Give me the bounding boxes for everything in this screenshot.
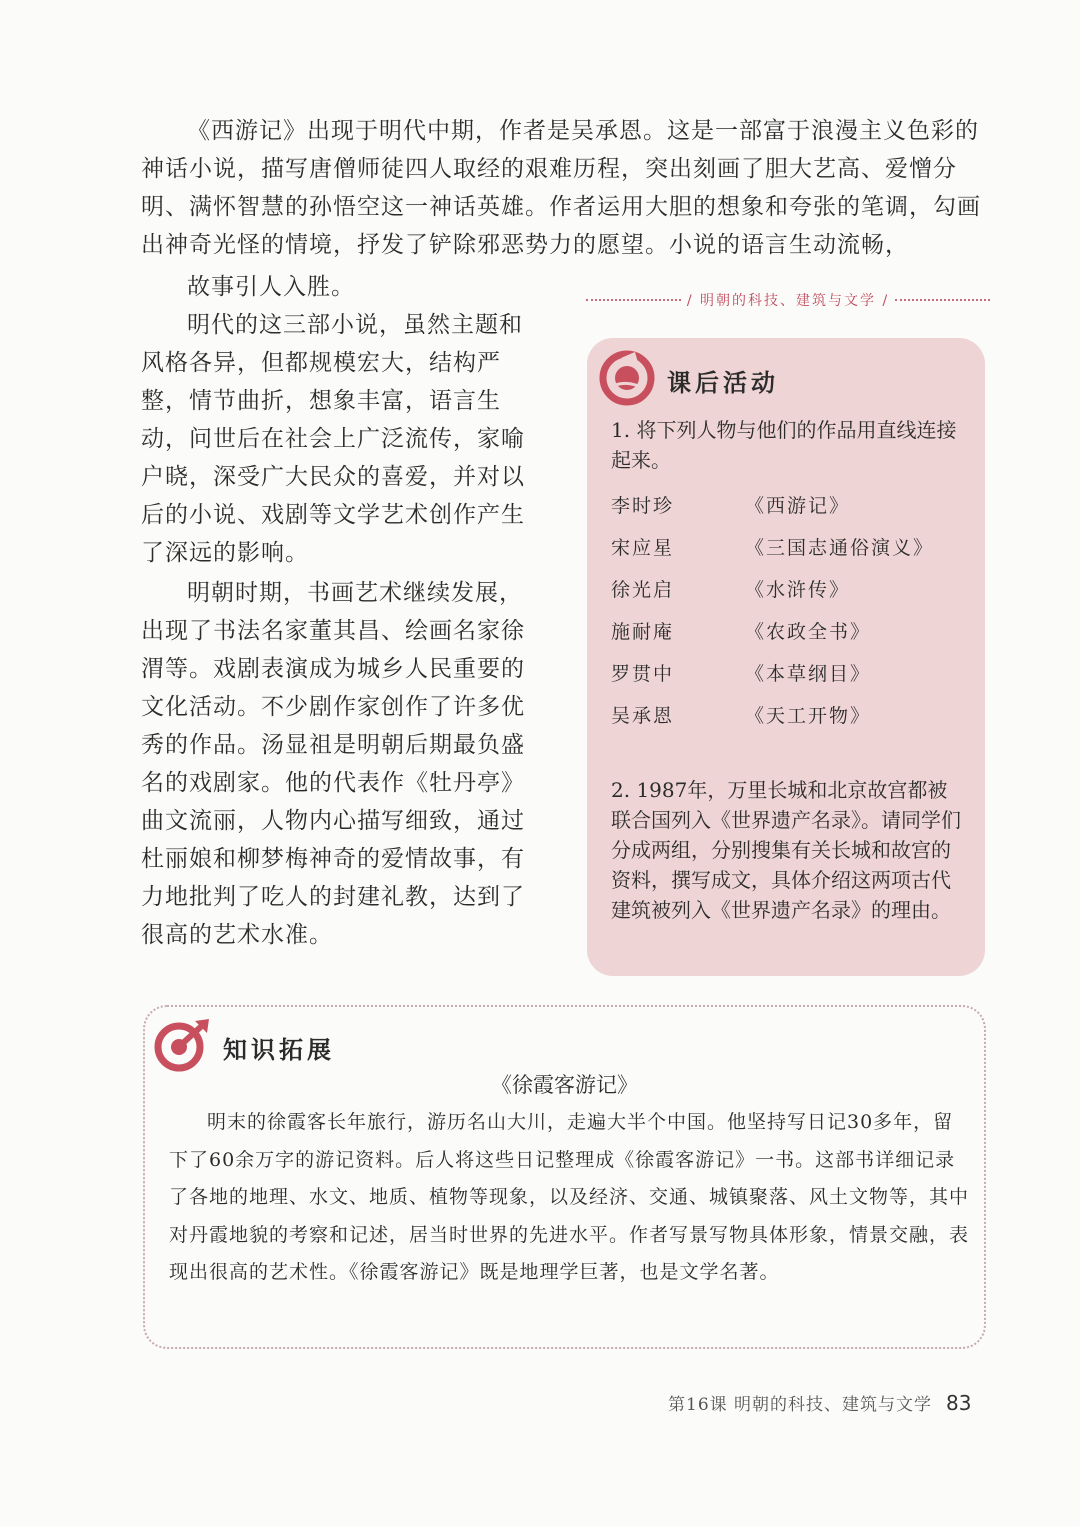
extension-header [153, 1017, 335, 1077]
person-name: 宋应星 [611, 536, 675, 559]
work-title: 《天工开物》 [745, 704, 872, 727]
person-name: 徐光启 [611, 578, 675, 601]
person-name: 罗贯中 [611, 662, 675, 685]
extension-icon [153, 1017, 211, 1077]
person-name: 吴承恩 [611, 704, 675, 727]
person-name: 李时珍 [611, 494, 675, 517]
activity-header [599, 350, 779, 410]
page-number: 83 [946, 1391, 972, 1415]
pair-row [611, 693, 961, 735]
work-title: 《农政全书》 [745, 620, 872, 643]
paragraph-arts: 明朝时期，书画艺术继续发展，出现了书法名家董其昌、绘画名家徐渭等。戏剧表演成为城乡人民重要的文化活动。不少剧作家创作了许多优秀的作品。汤显祖是明朝后期最负盛名的戏剧家。他的代表作《牡丹亭》曲文流丽，人物内心描写细致，通过杜丽娘和柳梦梅神奇的爱情故事，有力地批判了吃人的封建礼教，达到了很高的艺术水准。 [141, 580, 525, 948]
extension-body: 明末的徐霞客长年旅行，游历名山大川，走遍大半个中国。他坚持写日记30多年，留下了60余万字的游记资料。后人将这些日记整理成《徐霞客游记》一书。这部书详细记录了各地的地理、水文、地质、植物等现象，以及经济、交通、城镇聚落、风土文物等，其中对丹霞地貌的考察和记述，居当时世界的先进水平。作者写景写物具体形象，情景交融，表现出很高的艺术性。《徐霞客游记》既是地理学巨著，也是文学名著。 [169, 1111, 970, 1283]
pair-row [611, 483, 961, 525]
work-title: 《三国志通俗演义》 [745, 536, 935, 559]
knowledge-extension-box [143, 1005, 986, 1349]
pair-row [611, 567, 961, 609]
extension-subtitle: 《徐霞客游记》 [491, 1073, 638, 1097]
pair-row [611, 525, 961, 567]
section-tag [586, 290, 990, 310]
person-work-list [611, 483, 961, 735]
page-footer [668, 1390, 972, 1415]
work-title: 《西游记》 [745, 494, 851, 517]
dotted-line-left [586, 299, 681, 301]
paragraph-novels: 明代的这三部小说，虽然主题和风格各异，但都规模宏大，结构严整，情节曲折，想象丰富，语言生动，问世后在社会上广泛流传，家喻户晓，深受广大民众的喜爱，并对以后的小说、戏剧等文学艺术创作产生了深远的影响。 [141, 312, 525, 566]
activity-title: 课后活动 [667, 368, 779, 397]
paragraph-xiyouji: 《西游记》出现于明代中期，作者是吴承恩。这是一部富于浪漫主义色彩的神话小说，描写唐僧师徒四人取经的艰难历程，突出刻画了胆大艺高、爱憎分明、满怀智慧的孙悟空这一神话英雄。作者运用大胆的想象和夸张的笔调，勾画出神奇光怪的情境，抒发了铲除邪恶势力的愿望。小说的语言生动流畅， 故事引人入胜。 [141, 118, 981, 300]
activity-icon [599, 350, 655, 410]
activity-box [587, 338, 985, 976]
work-title: 《水浒传》 [745, 578, 851, 601]
pair-row [611, 609, 961, 651]
pair-row [611, 651, 961, 693]
work-title: 《本草纲目》 [745, 662, 872, 685]
activity-question-2: 2. 1987年，万里长城和北京故宫都被联合国列入《世界遗产名录》。请同学们分成两组，分别搜集有关长城和故宫的资料，撰写成文，具体介绍这两项古代建筑被列入《世界遗产名录》的理由。 [611, 778, 961, 922]
person-name: 施耐庵 [611, 620, 675, 643]
activity-question-1: 1. 将下列人物与他们的作品用直线连接起来。 [611, 418, 957, 472]
footer-lesson-title: 第16课 明朝的科技、建筑与文学 [668, 1395, 933, 1415]
extension-title: 知识拓展 [223, 1035, 335, 1064]
dotted-line-right [895, 299, 990, 301]
section-tag-label: / 明朝的科技、建筑与文学 / [686, 293, 890, 309]
